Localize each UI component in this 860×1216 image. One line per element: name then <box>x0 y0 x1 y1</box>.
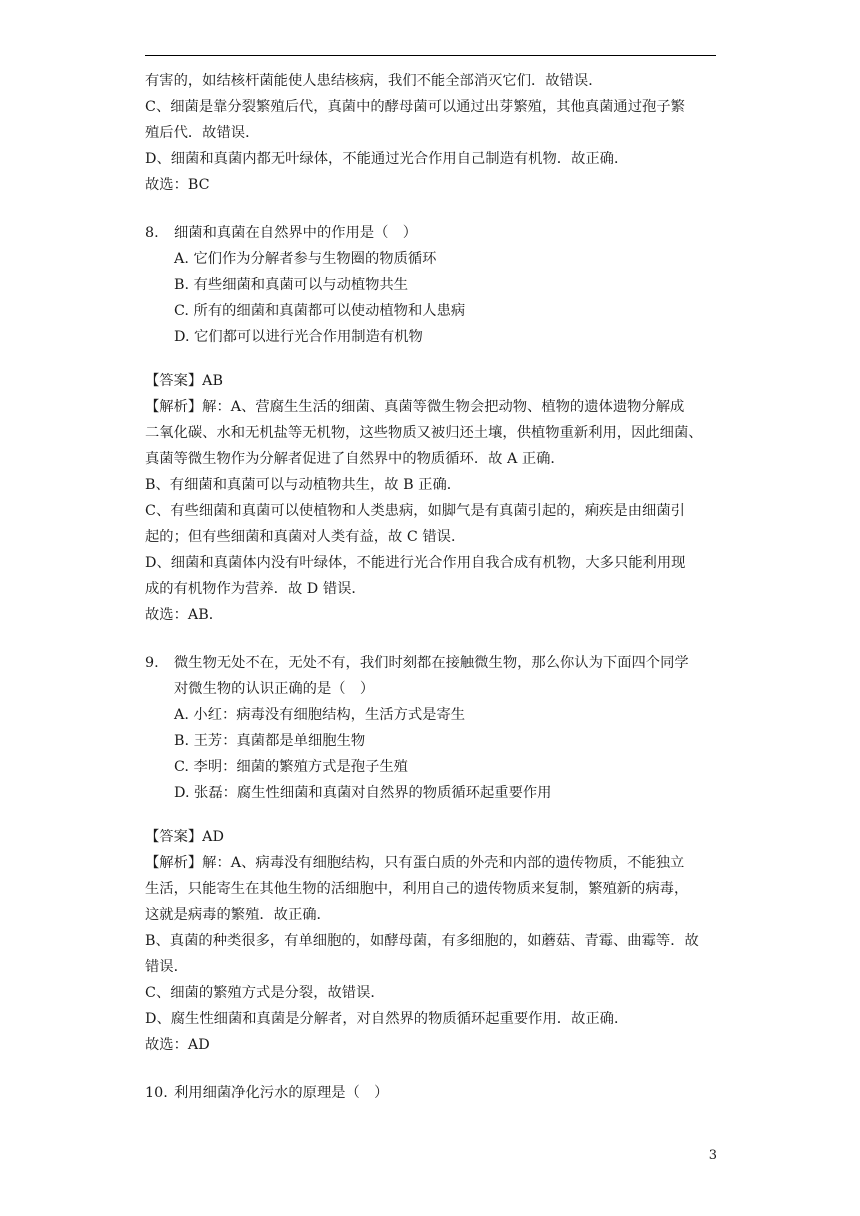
question-8 <box>145 220 720 628</box>
analysis-line: 真菌等微生物作为分解者促进了自然界中的物质循环．故 A 正确． <box>145 451 565 467</box>
answer-line: 【答案】AD <box>145 829 224 845</box>
analysis-line: 成的有机物作为营养．故 D 错误． <box>145 581 366 597</box>
analysis-line: C、细菌的繁殖方式是分裂，故错误． <box>145 985 385 1001</box>
question-text-continued: 对微生物的认识正确的是（ ） <box>174 681 375 697</box>
question-stem <box>145 1080 720 1106</box>
option-d: D. 张磊：腐生性细菌和真菌对自然界的物质循环起重要作用 <box>174 785 552 801</box>
choice-summary: 故选：BC <box>145 177 210 193</box>
question-9 <box>145 650 720 1058</box>
analysis-line: B、有细菌和真菌可以与动植物共生，故 B 正确． <box>145 477 462 493</box>
analysis-line: D、腐生性细菌和真菌是分解者，对自然界的物质循环起重要作用．故正确． <box>145 1011 629 1027</box>
document-page <box>145 68 720 1106</box>
option-a: A. 小红：病毒没有细胞结构，生活方式是寄生 <box>174 707 466 723</box>
choice-summary: 故选：AD <box>145 1037 210 1053</box>
question-text: 细菌和真菌在自然界中的作用是（ ） <box>174 225 418 241</box>
question-10 <box>145 1080 720 1106</box>
analysis-line: C、有些细菌和真菌可以使植物和人类患病，如脚气是有真菌引起的，痢疾是由细菌引 <box>145 503 685 519</box>
analysis-line: 殖后代．故错误． <box>145 125 260 141</box>
analysis-line: 【解析】解：A、营腐生生活的细菌、真菌等微生物会把动物、植物的遗体遗物分解成 <box>145 399 685 415</box>
analysis-line: D、细菌和真菌体内没有叶绿体，不能进行光合作用自我合成有机物，大多只能利用现 <box>145 555 686 571</box>
option-c: C. 所有的细菌和真菌都可以使动植物和人患病 <box>174 303 466 319</box>
option-c: C. 李明：细菌的繁殖方式是孢子生殖 <box>174 759 408 775</box>
question-number: 9. <box>145 655 159 671</box>
analysis-line: B、真菌的种类很多，有单细胞的，如酵母菌，有多细胞的，如蘑菇、青霉、曲霉等．故 <box>145 933 699 949</box>
question-number: 8. <box>145 225 159 241</box>
analysis-line: 错误． <box>145 959 188 975</box>
analysis-line: 生活，只能寄生在其他生物的活细胞中，利用自己的遗传物质来复制，繁殖新的病毒， <box>145 881 689 897</box>
choice-summary: 故选：AB． <box>145 607 224 623</box>
answer-line: 【答案】AB <box>145 373 224 389</box>
analysis-line: D、细菌和真菌内都无叶绿体，不能通过光合作用自己制造有机物．故正确． <box>145 151 629 167</box>
option-a: A. 它们作为分解者参与生物圈的物质循环 <box>174 251 437 267</box>
analysis-line: 二氧化碳、水和无机盐等无机物，这些物质又被归还土壤，供植物重新利用，因此细菌、 <box>145 425 703 441</box>
question-stem <box>145 220 720 246</box>
analysis-line: 有害的，如结核杆菌能使人患结核病，我们不能全部消灭它们．故错误． <box>145 73 603 89</box>
option-d: D. 它们都可以进行光合作用制造有机物 <box>174 329 423 345</box>
question-text: 利用细菌净化污水的原理是（ ） <box>174 1085 389 1101</box>
analysis-line: 起的；但有些细菌和真菌对人类有益，故 C 错误． <box>145 529 466 545</box>
option-b: B. 有些细菌和真菌可以与动植物共生 <box>174 277 409 293</box>
analysis-line: 【解析】解：A、病毒没有细胞结构，只有蛋白质的外壳和内部的遗传物质，不能独立 <box>145 855 685 871</box>
question-text: 微生物无处不在，无处不有，我们时刻都在接触微生物，那么你认为下面四个同学 <box>174 655 689 671</box>
page-number: 3 <box>708 1148 717 1163</box>
analysis-line: C、细菌是靠分裂繁殖后代，真菌中的酵母菌可以通过出芽繁殖，其他真菌通过孢子繁 <box>145 99 685 115</box>
question-stem <box>145 650 720 676</box>
analysis-line: 这就是病毒的繁殖．故正确． <box>145 907 331 923</box>
option-b: B. 王芳：真菌都是单细胞生物 <box>174 733 366 749</box>
question-number: 10. <box>145 1085 168 1101</box>
header-rule <box>145 55 716 56</box>
q7-analysis-tail <box>145 68 720 198</box>
